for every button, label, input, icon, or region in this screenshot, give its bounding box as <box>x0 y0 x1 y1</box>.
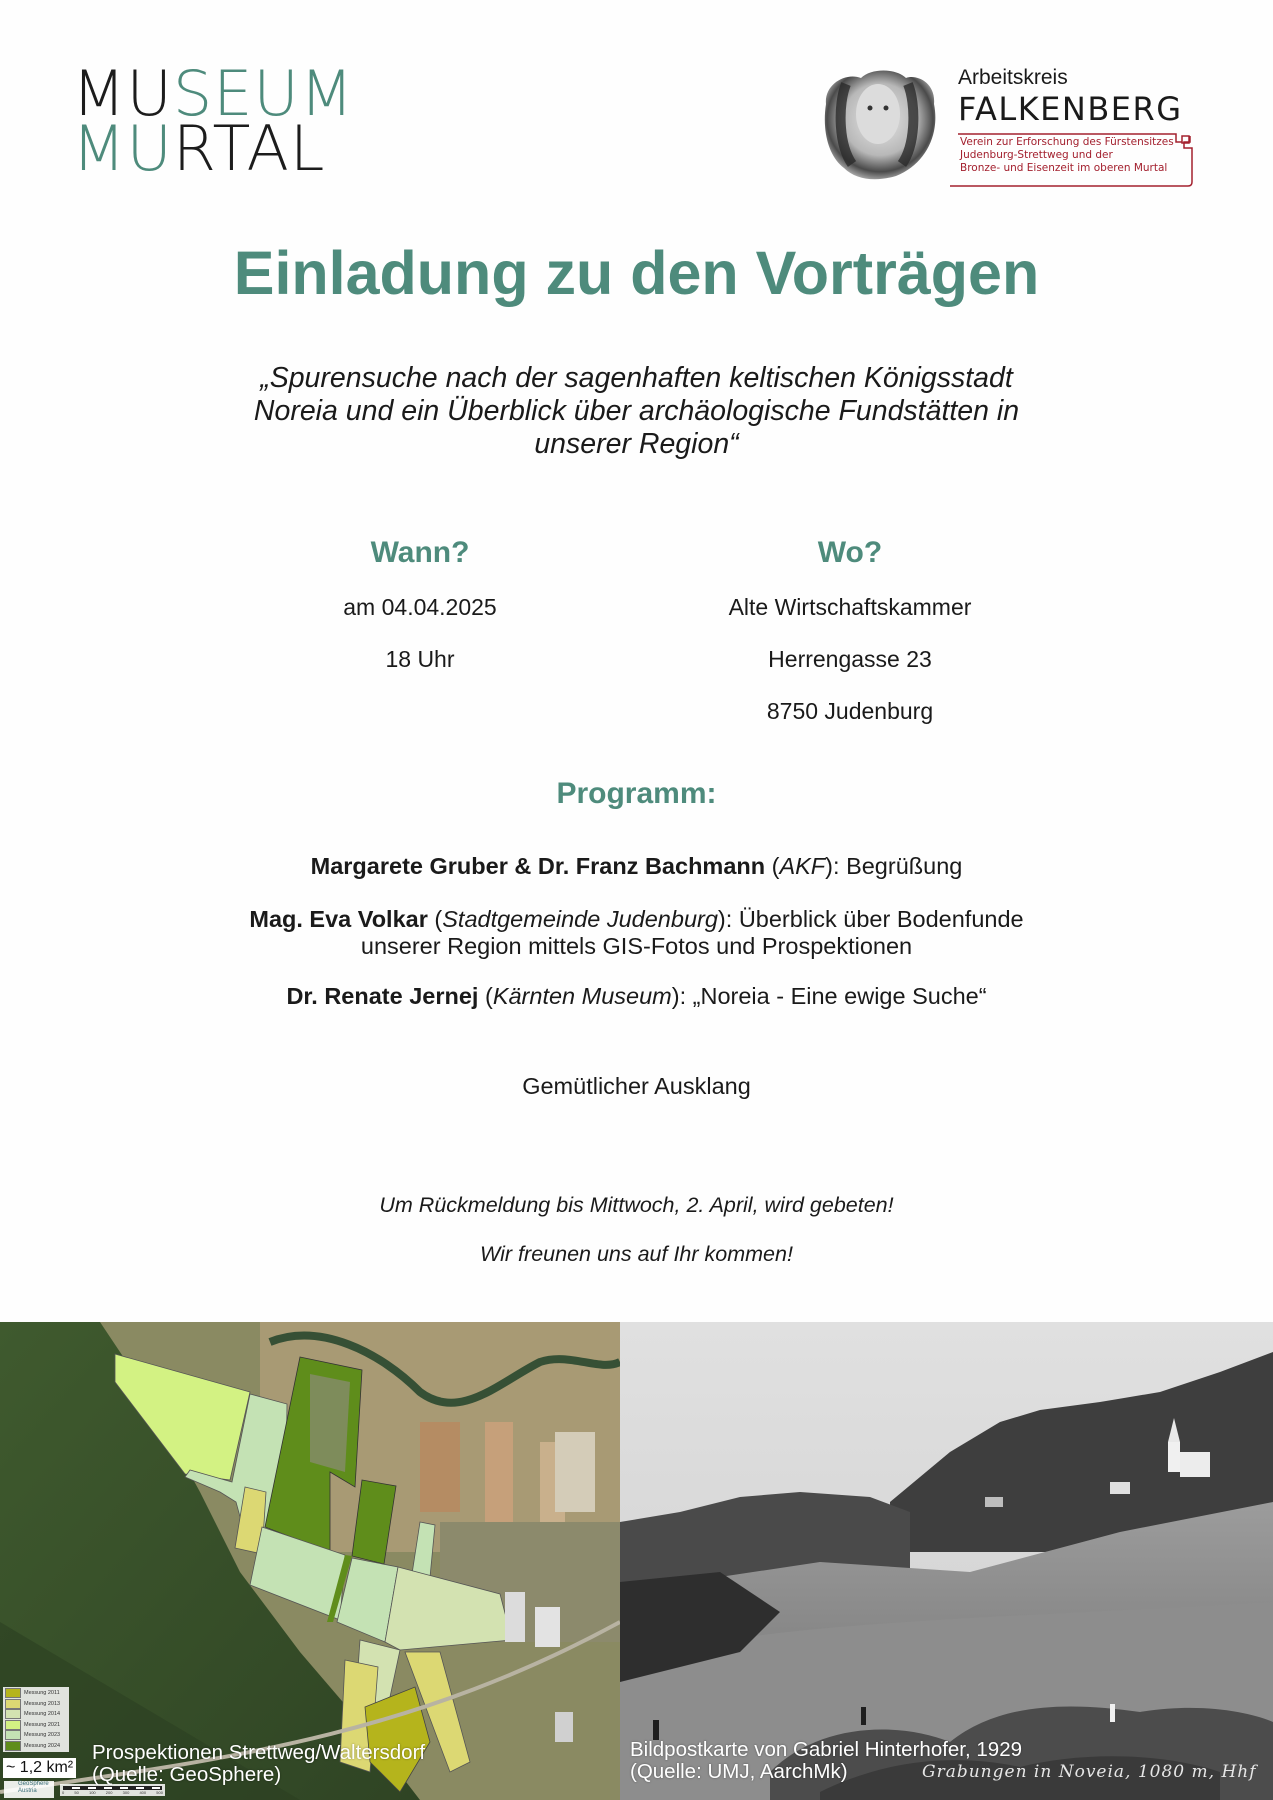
subtitle-line: unserer Region“ <box>534 428 739 460</box>
rsvp-greeting: Wir freunen uns auf Ihr kommen! <box>480 1242 793 1266</box>
caption-line: Prospektionen Strettweg/Waltersdorf <box>92 1741 426 1764</box>
subtitle-line: „Spurensuche nach der sagenhaften keltischen Königsstadt <box>260 362 1013 394</box>
scale-label: 300 <box>122 1790 130 1795</box>
legend-label: Messung 2011 <box>24 1690 60 1697</box>
legend-item <box>5 1730 67 1741</box>
legend-swatch <box>5 1730 21 1740</box>
caption-line: (Quelle: GeoSphere) <box>92 1763 282 1786</box>
legend-label: Messung 2023 <box>24 1732 61 1739</box>
museum-murtal-logo <box>72 57 355 185</box>
legend-swatch <box>5 1720 21 1730</box>
program-heading: Programm: <box>556 777 717 810</box>
legend-label: Messung 2013 <box>24 1700 61 1707</box>
where-section <box>650 536 1050 724</box>
page-title: Einladung zu den Vorträgen <box>233 239 1040 307</box>
venue-name: Alte Wirtschaftskammer <box>728 594 972 620</box>
event-date: am 04.04.2025 <box>343 594 497 620</box>
legend-swatch <box>5 1688 21 1698</box>
area-label: ~ 1,2 km² <box>3 1758 76 1778</box>
prospection-map-image <box>0 1322 620 1800</box>
arbeitskreis-falkenberg-logo <box>812 58 1202 188</box>
scale-label: 0 <box>62 1790 65 1795</box>
subtitle-line: Judenburg-Strettweg und der <box>960 149 1113 161</box>
program-item: Margarete Gruber & Dr. Franz Bachmann (AKF): Begrüßung <box>310 853 963 879</box>
talk-topic: Begrüßung <box>846 853 963 879</box>
legend-label: Messung 2021 <box>24 1721 61 1728</box>
legend-item <box>5 1688 67 1699</box>
scale-labels <box>62 1790 163 1795</box>
landscape-photo-graphic <box>620 1322 1273 1800</box>
logo-text-mu2: MU <box>72 112 173 185</box>
legend-item <box>5 1699 67 1710</box>
subtitle-line: Noreia und ein Überblick über archäologische Fundstätten in <box>253 395 1020 427</box>
aerial-map-graphic <box>0 1322 620 1800</box>
legend-item <box>5 1741 67 1752</box>
program-item: Dr. Renate Jernej (Kärnten Museum): „Noreia - Eine ewige Suche“ <box>286 983 987 1009</box>
talk-topic: „Noreia - Eine ewige Suche“ <box>692 983 987 1009</box>
stone-figure-icon <box>816 64 946 184</box>
legend-item <box>5 1709 67 1720</box>
rsvp-request: Um Rückmeldung bis Mittwoch, 2. April, wird gebeten! <box>379 1193 894 1217</box>
caption-line: (Quelle: UMJ, AarchMk) <box>630 1760 848 1783</box>
when-section <box>270 536 570 672</box>
program-item: Mag. Eva Volkar (Stadtgemeinde Judenburg): Überblick über Bodenfunde unserer Region mittels GIS-Fotos und Prospektionen <box>249 906 1024 959</box>
speaker-org: Stadtgemeinde Judenburg <box>442 906 718 932</box>
map-caption <box>92 1742 425 1786</box>
talk-topic: Überblick über Bodenfunde <box>738 906 1024 932</box>
scale-label: 500 <box>156 1790 163 1795</box>
lecture-subtitle <box>180 362 1093 461</box>
legend-swatch <box>5 1709 21 1719</box>
when-heading: Wann? <box>370 536 470 569</box>
speaker-org: Kärnten Museum <box>492 983 672 1009</box>
scale-label: 50 <box>74 1790 79 1795</box>
arbeitskreis-subtitle <box>960 136 1174 175</box>
postcard-inscription: Grabungen in Noveia, 1080 m, Hhf <box>922 1762 1257 1782</box>
logo-text-rtal: RTAL <box>172 112 326 185</box>
scale-label: 400 <box>139 1790 147 1795</box>
logo-text-mu: MU <box>72 57 173 130</box>
caption-line: Bildpostkarte von Gabriel Hinterhofer, 1929 <box>630 1738 1023 1761</box>
legend-item <box>5 1720 67 1731</box>
logo-line-2 <box>72 112 354 185</box>
venue-city: 8750 Judenburg <box>766 698 934 724</box>
scale-label: 100 <box>88 1790 96 1795</box>
scale-label: 200 <box>105 1790 113 1795</box>
event-time: 18 Uhr <box>385 646 455 672</box>
legend-label: Messung 2024 <box>24 1742 61 1749</box>
talk-topic-continued: unserer Region mittels GIS-Fotos und Prospektionen <box>360 933 913 959</box>
arbeitskreis-title: Arbeitskreis <box>958 66 1068 89</box>
program-closing: Gemütlicher Ausklang <box>522 1073 751 1099</box>
subtitle-line: Bronze- und Eisenzeit im oberen Murtal <box>960 162 1168 174</box>
venue-street: Herrengasse 23 <box>768 646 932 672</box>
legend-swatch <box>5 1699 21 1709</box>
geosphere-logo: GeoSphere Austria <box>4 1781 54 1798</box>
map-legend <box>3 1687 69 1752</box>
legend-swatch <box>5 1741 21 1751</box>
speaker-name: Dr. Renate Jernej <box>286 983 479 1009</box>
subtitle-line: Verein zur Erforschung des Fürstensitzes <box>960 136 1174 148</box>
legend-label: Messung 2014 <box>24 1711 61 1718</box>
speaker-org: AKF <box>779 853 826 879</box>
speaker-name: Margarete Gruber & Dr. Franz Bachmann <box>310 853 766 879</box>
historical-postcard-photo <box>620 1322 1273 1800</box>
logo-text-seum: SEUM <box>172 57 355 130</box>
speaker-name: Mag. Eva Volkar <box>249 906 428 932</box>
where-heading: Wo? <box>817 536 883 569</box>
falkenberg-title: FALKENBERG <box>958 90 1183 128</box>
